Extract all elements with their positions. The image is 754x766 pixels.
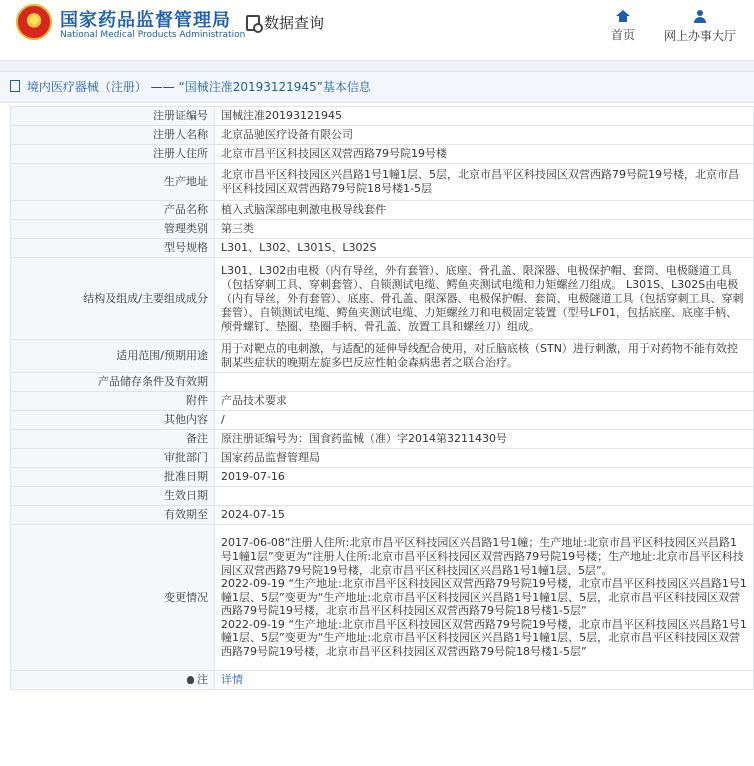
field-value: 植入式脑深部电刺激电极导线套件 — [215, 201, 754, 220]
field-value: 第三类 — [215, 220, 754, 239]
nav-online-office-label: 网上办事大厅 — [663, 29, 736, 43]
field-value — [215, 487, 754, 506]
field-label: 审批部门 — [11, 449, 215, 468]
table-row — [11, 468, 754, 487]
field-label: 批准日期 — [11, 468, 215, 487]
table-row — [11, 449, 754, 468]
field-value: 北京市昌平区科技园区兴昌路1号1幢1层、5层，北京市昌平区科技园区双营西路79号院19号楼，北京市昌平区科技园区双营西路79号院18号楼1-5层 — [215, 164, 754, 201]
field-value: L301、L302由电极（内有导丝，外有套管）、底座、骨孔盖、限深器、电极保护帽、套筒、电极隧道工具（包括穿刺工具、穿刺套管）、自锁测试电缆、鳄鱼夹测试电缆和力矩螺丝刀组成。 L301S、L302S由电极（内有导丝，外有套管）、底座、骨孔盖、限深器、电极保护帽、套筒、电极隧道工具（包括穿刺工具、穿刺套管）、自锁测试电缆、鳄鱼夹测试电缆、力矩螺丝刀和电极固定装置（型号LF01，包括底座、底座手柄、颅骨螺钉、垫圈、垫圈手柄、骨孔盖、放置工具和螺丝刀）组成。 — [215, 258, 754, 340]
national-emblem-logo[interactable] — [16, 4, 52, 40]
table-row-note — [11, 671, 754, 690]
data-query-link[interactable] — [246, 12, 324, 33]
field-label: 型号规格 — [11, 239, 215, 258]
nav-online-office[interactable] — [660, 10, 740, 44]
note-label-cell — [11, 671, 215, 690]
table-row — [11, 340, 754, 373]
field-label: 生产地址 — [11, 164, 215, 201]
user-icon — [694, 10, 706, 23]
page-titlebar — [0, 71, 754, 103]
title-separator: —— — [150, 80, 175, 94]
field-value: 2019-07-16 — [215, 468, 754, 487]
field-value: 2024-07-15 — [215, 506, 754, 525]
field-label: 其他内容 — [11, 411, 215, 430]
field-value: 国家药品监督管理局 — [215, 449, 754, 468]
field-value: 用于对靶点的电刺激，与适配的延伸导线配合使用，对丘脑底核（STN）进行刺激，用于对药物不能有效控制某些症状的晚期左旋多巴反应性帕金森病患者之联合治疗。 — [215, 340, 754, 373]
field-label: 附件 — [11, 392, 215, 411]
note-value-cell — [215, 671, 754, 690]
home-icon — [617, 10, 629, 22]
table-row — [11, 525, 754, 671]
nav-home[interactable] — [606, 10, 640, 43]
table-row — [11, 107, 754, 126]
table-row — [11, 164, 754, 201]
field-label: 管理类别 — [11, 220, 215, 239]
table-row — [11, 239, 754, 258]
details-link[interactable]: 详情 — [221, 673, 243, 686]
field-value: L301、L302、L301S、L302S — [215, 239, 754, 258]
brand-name-cn[interactable]: 国家药品监督管理局 — [60, 10, 231, 31]
table-row — [11, 201, 754, 220]
field-label: 注册证编号 — [11, 107, 215, 126]
field-value: 北京品驰医疗设备有限公司 — [215, 126, 754, 145]
field-label: 变更情况 — [11, 525, 215, 671]
data-query-icon — [246, 15, 260, 31]
registration-info-table — [10, 106, 754, 690]
field-label: 备注 — [11, 430, 215, 449]
field-value: / — [215, 411, 754, 430]
field-value: 产品技术要求 — [215, 392, 754, 411]
field-label: 适用范围/预期用途 — [11, 340, 215, 373]
table-row — [11, 126, 754, 145]
table-row — [11, 373, 754, 392]
page-title: “国械注准20193121945”基本信息 — [178, 80, 371, 94]
table-row — [11, 506, 754, 525]
table-row — [11, 145, 754, 164]
lightbulb-icon — [187, 676, 194, 684]
field-label: 产品储存条件及有效期 — [11, 373, 215, 392]
nav-home-label: 首页 — [610, 28, 635, 42]
table-row — [11, 411, 754, 430]
field-label: 注册人住所 — [11, 145, 215, 164]
site-header — [0, 0, 754, 61]
field-value: 国械注准20193121945 — [215, 107, 754, 126]
brand-name-en[interactable]: National Medical Products Administration — [60, 30, 246, 40]
field-label: 产品名称 — [11, 201, 215, 220]
table-row — [11, 430, 754, 449]
note-label: 注 — [197, 673, 208, 686]
document-icon — [10, 80, 20, 92]
table-row — [11, 487, 754, 506]
field-label: 生效日期 — [11, 487, 215, 506]
table-row — [11, 220, 754, 239]
data-query-label: 数据查询 — [264, 14, 325, 32]
field-label: 注册人名称 — [11, 126, 215, 145]
category-link[interactable]: 境内医疗器械（注册） — [26, 80, 147, 94]
field-value: 原注册证编号为：国食药监械（准）字2014第3211430号 — [215, 430, 754, 449]
field-label: 有效期至 — [11, 506, 215, 525]
field-value — [215, 373, 754, 392]
table-row — [11, 258, 754, 340]
field-value: 北京市昌平区科技园区双营西路79号院19号楼 — [215, 145, 754, 164]
field-value: 2017-06-08“注册人住所:北京市昌平区科技园区兴昌路1号1幢；生产地址:北京市昌平区科技园区兴昌路1号1幢1层”变更为“注册人住所:北京市昌平区科技园区双营西路79号院19号楼；生产地址:北京市昌平区科技园区双营西路79号院19号楼，北京市昌平区科技园区兴昌路1号1幢1层、5层”。 2022-09-19 “生产地址:北京市昌平区科技园区双营西路79号院19号楼，北京市昌平区科技园区兴昌路1号1幢1层、5层”变更为“生产地址:北京市昌平区科技园区兴昌路1号1幢1层、5层，北京市昌平区科技园区双营西路79号院19号楼，北京市昌平区科技园区双营西路79号院18号楼1-5层” 2022-09-19 “生产地址:北京市昌平区科技园区双营西路79号院19号楼，北京市昌平区科技园区兴昌路1号1幢1层、5层”变更为“生产地址:北京市昌平区科技园区兴昌路1号1幢1层、5层，北京市昌平区科技园区双营西路79号院19号楼，北京市昌平区科技园区双营西路79号院18号楼1-5层” — [215, 525, 754, 671]
table-row — [11, 392, 754, 411]
field-label: 结构及组成/主要组成成分 — [11, 258, 215, 340]
header-gap — [0, 61, 754, 71]
